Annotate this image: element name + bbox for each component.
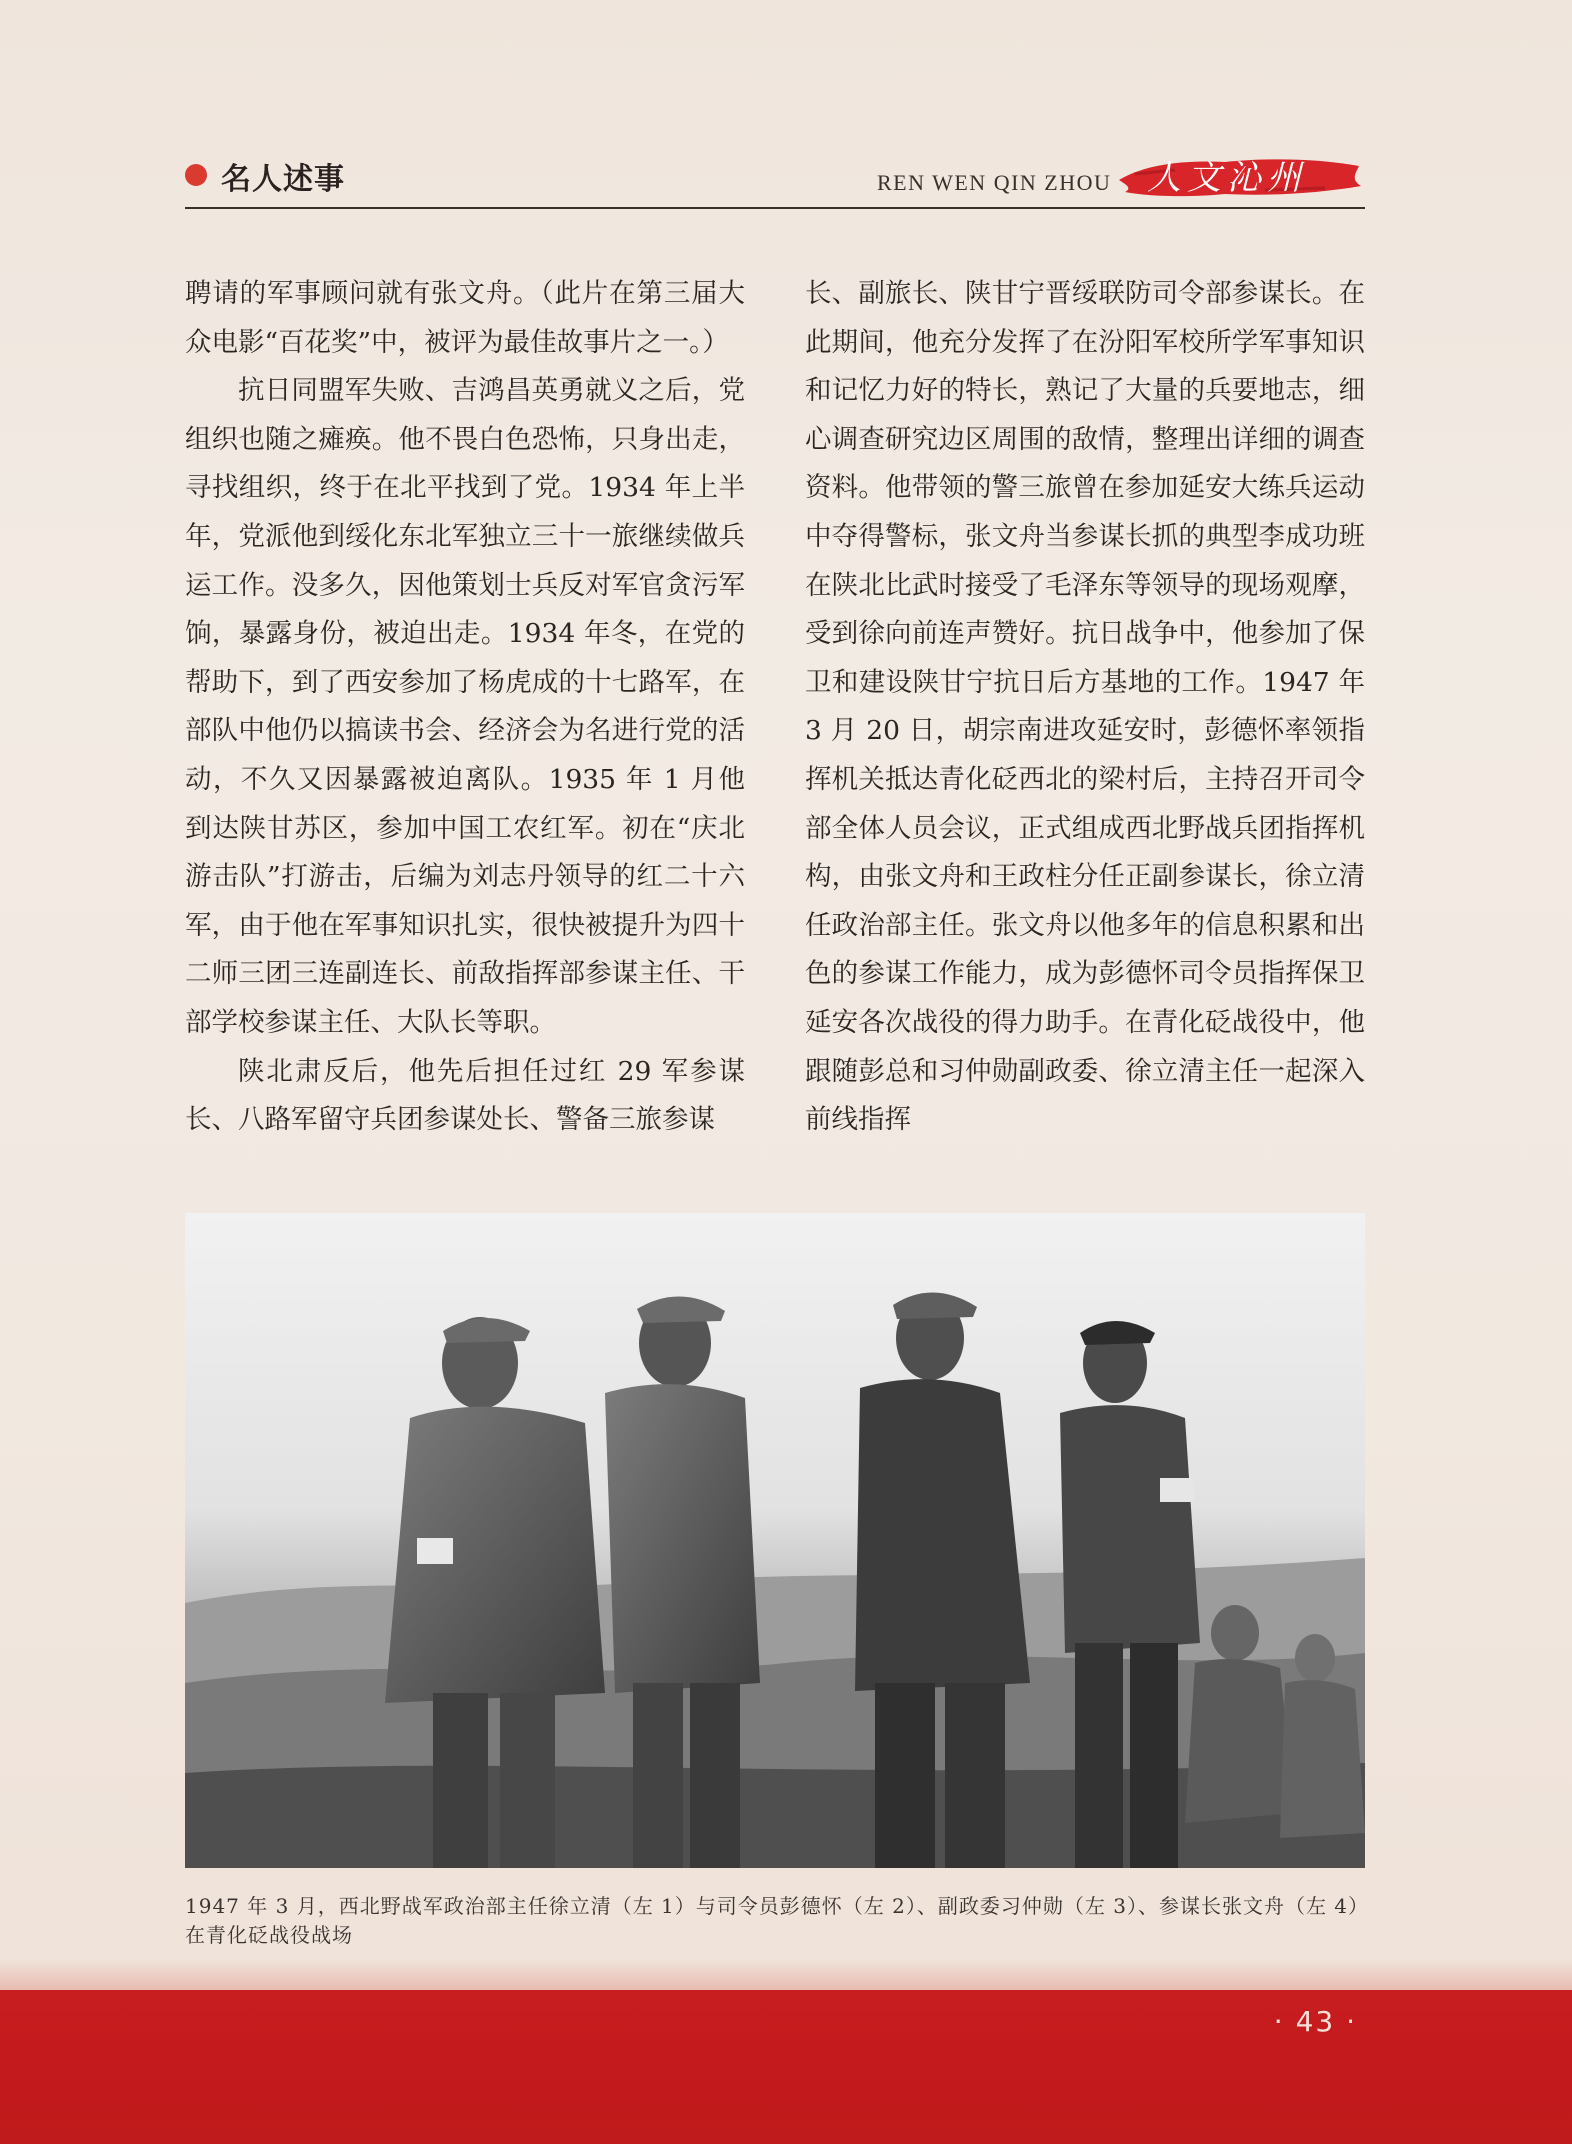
paragraph: 陕北肃反后，他先后担任过红 29 军参谋长、八路军留守兵团参谋处长、警备三旅参谋 xyxy=(185,1055,745,1136)
header-divider xyxy=(185,207,1365,209)
photo-illustration xyxy=(185,1213,1365,1868)
column-english-title: REN WEN QIN ZHOU xyxy=(877,170,1112,195)
brush-title: 人文沁州 xyxy=(1147,158,1307,198)
text-column-right xyxy=(805,270,1365,1145)
paragraph: 长、副旅长、陕甘宁晋绥联防司令部参谋长。在此期间，他充分发挥了在汾阳军校所学军事知识和记忆力好的特长，熟记了大量的兵要地志，细心调查研究边区周围的敌情，整理出详细的调查资料。他带领的警三旅曾在参加延安大练兵运动中夺得警标，张文舟当参谋长抓的典型李成功班在陕北比武时接受了毛泽东等领导的现场观摩，受到徐向前连声赞好。抗日战争中，他参加了保卫和建设陕甘宁抗日后方基地的工作。1947 年 3 月 20 日，胡宗南进攻延安时，彭德怀率领指挥机关抵达青化砭西北的梁村后，主持召开司令部全体人员会议，正式组成西北野战兵团指挥机构，由张文舟和王政柱分任正副参谋长，徐立清任政治部主任。张文舟以他多年的信息积累和出色的参谋工作能力，成为彭德怀司令员指挥保卫延安各次战役的得力助手。在青化砭战役中，他跟随彭总和习仲勋副政委、徐立清主任一起深入前线指挥 xyxy=(805,278,1365,1136)
page-header xyxy=(185,150,1365,212)
paragraph: 聘请的军事顾问就有张文舟。（此片在第三届大众电影“百花奖”中，被评为最佳故事片之一。） xyxy=(185,278,745,358)
text-column-left xyxy=(185,270,745,1145)
section-title: 名人述事 xyxy=(221,162,345,197)
photo-caption: 1947 年 3 月，西北野战军政治部主任徐立清（左 1）与司令员彭德怀（左 2）、副政委习仲勋（左 3）、参谋长张文舟（左 4）在青化砭战役战场 xyxy=(185,1894,1360,1947)
historical-photo xyxy=(185,1213,1365,1868)
footer-gradient xyxy=(0,1960,1572,1992)
section-bullet-icon xyxy=(185,164,207,186)
page-number: · 43 · xyxy=(1273,2005,1357,2038)
paragraph: 抗日同盟军失败、吉鸿昌英勇就义之后，党组织也随之瘫痪。他不畏白色恐怖，只身出走，寻找组织，终于在北平找到了党。1934 年上半年，党派他到绥化东北军独立三十一旅继续做兵运工作。没多久，因他策划士兵反对军官贪污军饷，暴露身份，被迫出走。1934 年冬，在党的帮助下，到了西安参加了杨虎成的十七路军，在部队中他仍以搞读书会、经济会为名进行党的活动，不久又因暴露被迫离队。1935 年 1 月他到达陕甘苏区，参加中国工农红军。初在“庆北游击队”打游击，后编为刘志丹领导的红二十六军，由于他在军事知识扎实，很快被提升为四十二师三团三连副连长、前敌指挥部参谋主任、干部学校参谋主任、大队长等职。 xyxy=(185,375,745,1038)
